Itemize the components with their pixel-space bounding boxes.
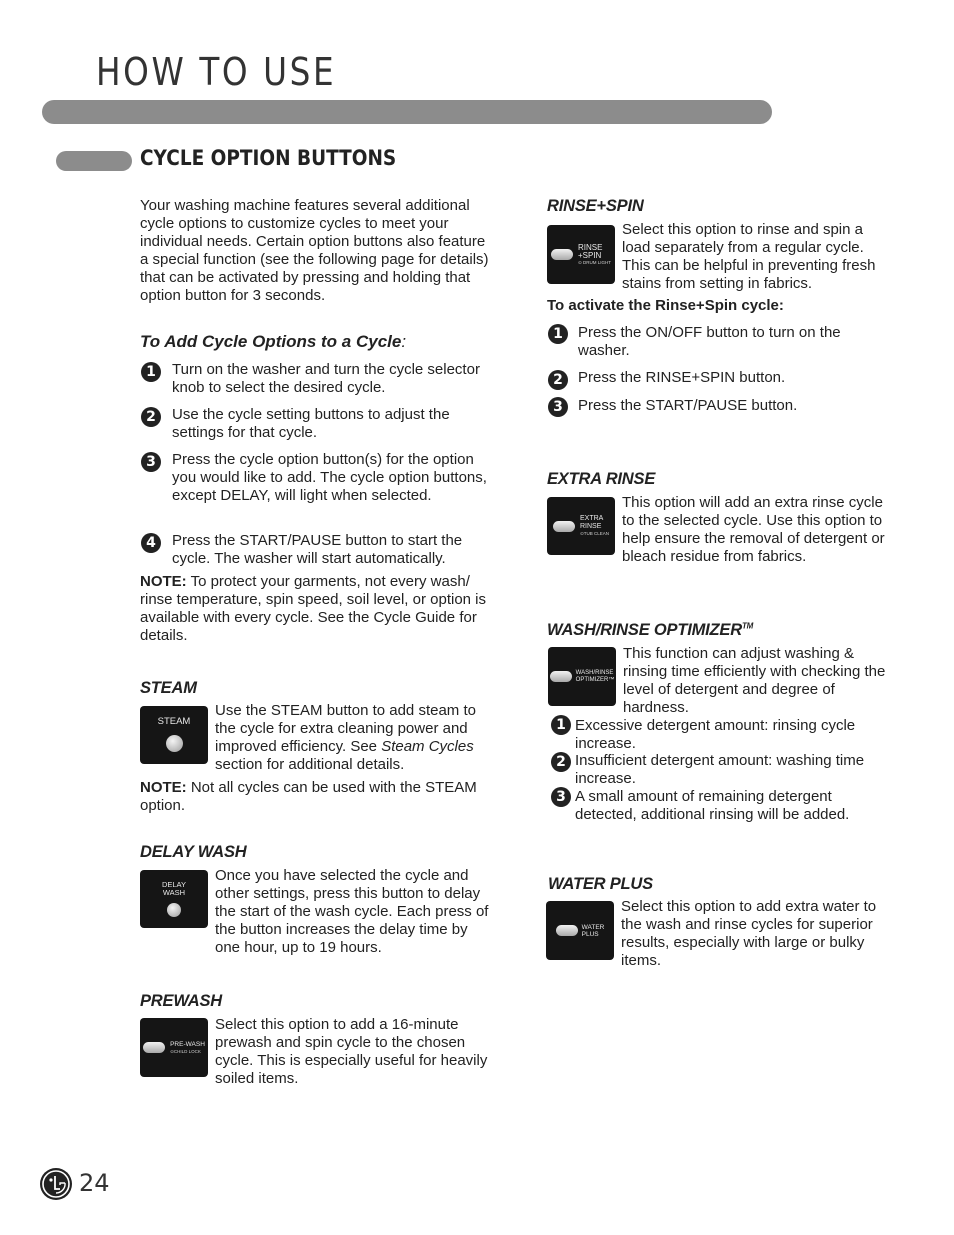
- extra-rinse-button-panel: [547, 497, 615, 555]
- step-text: Press the ON/OFF button to turn on the washer.: [578, 324, 841, 359]
- prewash-button-panel: [140, 1018, 208, 1077]
- prewash-heading: PREWASH: [140, 992, 223, 1010]
- delay-wash-text: Once you have selected the cycle and other settings, press this button to delay the start of the wash cycle. Each press of the button increases the delay time by one hour, up to 19 hours.: [215, 867, 489, 956]
- step-number: 4: [141, 533, 161, 553]
- add-options-heading-colon: :: [401, 332, 407, 351]
- water-plus-button-panel: [546, 901, 614, 960]
- water-plus-heading: WATER PLUS: [548, 875, 653, 893]
- rinse-spin-panel-sub: ⊙ DRUM LIGHT: [577, 259, 612, 265]
- delay-panel-line1: DELAY: [161, 880, 187, 889]
- steam-heading: STEAM: [140, 679, 197, 697]
- prewash-button-icon: [143, 1042, 165, 1053]
- optimizer-panel-line2: OPTIMIZER™: [575, 676, 615, 683]
- step-text: Press the START/PAUSE button.: [578, 397, 798, 414]
- steam-button-icon: [166, 735, 183, 752]
- section-title: CYCLE OPTION BUTTONS: [140, 146, 397, 170]
- steam-text-b: section for additional details.: [215, 756, 405, 773]
- step-number: 1: [548, 324, 568, 344]
- optimizer-heading-text: WASH/RINSE OPTIMIZER: [547, 621, 742, 639]
- section-pill: [56, 151, 132, 171]
- optimizer-panel-line1: WASH/RINSE: [575, 669, 614, 676]
- note-text: To protect your garments, not every wash/ rinse temperature, spin speed, soil level, or option is available with every cycle. See the Cycle Guide for details.: [140, 573, 487, 644]
- optimizer-item-text: A small amount of remaining detergent detected, additional rinsing will be added.: [575, 788, 850, 823]
- prewash-text: Select this option to add a 16-minute prewash and spin cycle to the chosen cycle. This is especially useful for heavily soiled items.: [215, 1016, 488, 1087]
- rinse-spin-panel-labels: [578, 244, 611, 266]
- step-text: Turn on the washer and turn the cycle selector knob to select the desired cycle.: [172, 361, 480, 396]
- page-number: 24: [79, 1169, 110, 1197]
- optimizer-heading: [547, 621, 753, 640]
- step-text: Press the RINSE+SPIN button.: [578, 369, 786, 386]
- rinse-spin-activate-heading: To activate the Rinse+Spin cycle:: [547, 297, 784, 314]
- step-number: 2: [548, 370, 568, 390]
- add-options-heading: [140, 332, 406, 352]
- rinse-spin-text: Select this option to rinse and spin a load separately from a regular cycle. This can be helpful in preventing fresh stains from setting in fabrics.: [622, 221, 876, 292]
- steam-text-italic: Steam Cycles: [381, 738, 474, 755]
- delay-wash-button-panel: [140, 870, 208, 928]
- step-number: 3: [548, 397, 568, 417]
- steam-panel-label: STEAM: [157, 716, 191, 727]
- extra-rinse-heading: EXTRA RINSE: [547, 470, 656, 488]
- step-text: Press the cycle option button(s) for the option you would like to add. The cycle option buttons, except DELAY, will light when selected.: [172, 451, 487, 504]
- extra-rinse-panel-line1: EXTRA: [579, 515, 604, 522]
- title-bar: [42, 100, 772, 124]
- water-plus-panel-labels: [582, 924, 605, 938]
- rinse-spin-heading: RINSE+SPIN: [547, 197, 644, 215]
- prewash-panel-labels: [170, 1041, 205, 1055]
- water-plus-button-icon: [556, 925, 578, 936]
- step-number: 2: [141, 407, 161, 427]
- water-plus-panel-line2: PLUS: [581, 930, 599, 938]
- add-options-note: [140, 573, 495, 645]
- extra-rinse-panel-labels: [580, 515, 609, 537]
- steam-note: [140, 779, 490, 815]
- water-plus-panel-line1: WATER: [581, 923, 605, 931]
- prewash-panel-label: PRE-WASH: [170, 1040, 205, 1048]
- extra-rinse-panel-line2: RINSE: [579, 523, 602, 530]
- delay-wash-heading: DELAY WASH: [140, 843, 247, 861]
- add-options-heading-text: To Add Cycle Options to a Cycle: [140, 332, 402, 351]
- page-title: HOW TO USE: [96, 50, 337, 94]
- optimizer-button-panel: [548, 647, 616, 706]
- optimizer-heading-tm: TM: [741, 621, 754, 631]
- extra-rinse-button-icon: [553, 521, 575, 532]
- rinse-spin-panel-line2: +SPIN: [577, 250, 602, 260]
- step-text: Press the START/PAUSE button to start the cycle. The washer will start automatically.: [172, 532, 463, 567]
- rinse-spin-button-icon: [551, 249, 573, 260]
- note-label: NOTE:: [140, 573, 187, 590]
- step-number: 3: [141, 452, 161, 472]
- extra-rinse-panel-sub: ⊙TUB CLEAN: [579, 531, 610, 536]
- step-number: 2: [551, 752, 571, 772]
- optimizer-item-text: Excessive detergent amount: rinsing cycle increase.: [575, 717, 856, 752]
- steam-button-panel: [140, 706, 208, 764]
- steam-text-a: Use the STEAM button to add steam to the cycle for extra cleaning power and improved efficiency. See: [215, 702, 476, 755]
- extra-rinse-text: This option will add an extra rinse cycle to the selected cycle. Use this option to help ensure the removal of detergent or bleach residue from fabrics.: [622, 494, 885, 565]
- optimizer-item-text: Insufficient detergent amount: washing time increase.: [575, 752, 865, 787]
- lg-logo-icon: [40, 1168, 72, 1200]
- step-number: 1: [141, 362, 161, 382]
- prewash-panel-sub: ⊙CHILD LOCK: [170, 1048, 201, 1054]
- optimizer-button-icon: [550, 671, 572, 682]
- water-plus-text: Select this option to add extra water to the wash and rinse cycles for superior results, especially with large or bulky items.: [621, 898, 877, 969]
- optimizer-text: This function can adjust washing & rinsing time efficiently with checking the level of detergent and degree of hardness.: [623, 645, 886, 716]
- note-label: NOTE:: [140, 779, 187, 796]
- intro-paragraph: Your washing machine features several additional cycle options to customize cycles to meet your individual needs. Certain option buttons also feature a special function (see the following page for details) that can be activated by pressing and holding that option button for 3 seconds.: [140, 197, 489, 304]
- step-text: Use the cycle setting buttons to adjust the settings for that cycle.: [172, 406, 450, 441]
- note-text: Not all cycles can be used with the STEAM option.: [140, 779, 477, 814]
- optimizer-panel-labels: [576, 670, 615, 684]
- delay-button-icon: [167, 903, 181, 917]
- step-number: 3: [551, 787, 571, 807]
- step-number: 1: [551, 715, 571, 735]
- steam-text: [215, 702, 487, 774]
- rinse-spin-panel-line1: RINSE: [577, 242, 603, 252]
- delay-panel-label: [162, 881, 186, 897]
- rinse-spin-button-panel: [547, 225, 615, 284]
- delay-panel-line2: WASH: [162, 888, 186, 897]
